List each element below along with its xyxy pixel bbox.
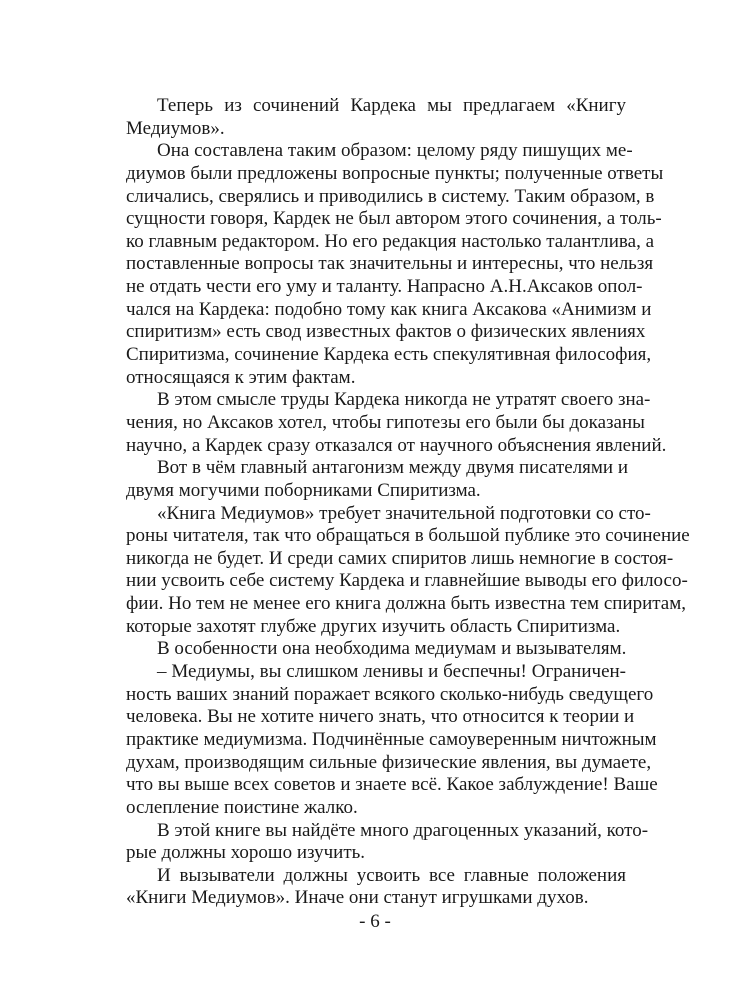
- text-line: фии. Но тем не менее его книга должна быть известна тем спиритам,: [126, 593, 687, 615]
- text-line: спиритизм» есть свод известных фактов о физических явлениях: [126, 321, 646, 343]
- text-line: Медиумов».: [126, 117, 225, 139]
- text-line: Она составлена таким образом: целому ряду пишущих ме-: [157, 140, 633, 162]
- text-line: научно, а Кардек сразу отказался от научного объяснения явлений.: [126, 434, 667, 456]
- text-line: В этой книге вы найдёте много драгоценных указаний, кото-: [157, 819, 649, 841]
- text-line: никогда не будет. И среди самих спиритов лишь немногие в состоя-: [126, 547, 674, 569]
- text-line: человека. Вы не хотите ничего знать, что относится к теории и: [126, 706, 635, 728]
- paragraph: [126, 661, 658, 819]
- text-line: роны читателя, так что обращаться в большой публике это сочинение: [126, 525, 690, 547]
- text-line: ослепление поистине жалко.: [126, 796, 358, 818]
- text-line: нии усвоить себе систему Кардека и главнейшие выводы его филосо-: [126, 570, 688, 592]
- page-number: - 6 -: [359, 911, 391, 932]
- text-line: Вот в чём главный антагонизм между двумя писателями и: [157, 457, 629, 479]
- text-line: не отдать чести его уму и таланту. Напрасно А.Н.Аксаков опол-: [126, 276, 643, 298]
- text-line: сличались, сверялись и приводились в систему. Таким образом, в: [126, 185, 655, 207]
- body-text: [126, 95, 690, 910]
- text-line: рые должны хорошо изучить.: [126, 842, 366, 864]
- text-line: двумя могучими поборниками Спиритизма.: [126, 479, 481, 501]
- text-line: ность ваших знаний поражает всякого сколько-нибудь сведущего: [126, 683, 654, 705]
- text-line: практике медиумизма. Подчинённые самоуверенным ничтожным: [126, 728, 657, 750]
- text-line: Спиритизма, сочинение Кардека есть спекулятивная философия,: [126, 344, 652, 366]
- text-line: «Книги Медиумов». Иначе они станут игрушками духов.: [126, 887, 589, 909]
- paragraph: [126, 457, 629, 502]
- paragraph: [126, 502, 690, 639]
- text-line: поставленные вопросы так значительны и интересны, что нельзя: [126, 253, 654, 275]
- text-line: «Книга Медиумов» требует значительной подготовки со сто-: [157, 502, 651, 524]
- text-line: В этом смысле труды Кардека никогда не утратят своего зна-: [157, 389, 651, 411]
- paragraph: [126, 140, 664, 389]
- paragraph: [126, 819, 649, 865]
- text-line: Теперь из сочинений Кардека мы предлагаем «Книгу: [157, 95, 626, 116]
- paragraph: [126, 389, 667, 457]
- paragraph: [126, 865, 626, 910]
- text-line: ко главным редактором. Но его редакция настолько талантлива, а: [126, 230, 655, 252]
- text-line: И вызыватели должны усвоить все главные положения: [157, 864, 626, 886]
- text-line: что вы выше всех советов и знаете всё. Какое заблуждение! Ваше: [126, 774, 658, 796]
- paragraph: [126, 638, 626, 661]
- text-line: В особенности она необходима медиумам и вызывателям.: [157, 638, 627, 660]
- text-line: – Медиумы, вы слишком ленивы и беспечны! Ограничен-: [157, 661, 626, 683]
- text-line: диумов были предложены вопросные пункты; полученные ответы: [126, 162, 664, 184]
- text-line: духам, производящим сильные физические явления, вы думаете,: [126, 751, 652, 773]
- paragraph: [126, 95, 626, 140]
- text-line: чения, но Аксаков хотел, чтобы гипотезы его были бы доказаны: [126, 411, 645, 433]
- text-line: чался на Кардека: подобно тому как книга Аксакова «Анимизм и: [126, 298, 652, 320]
- text-line: которые захотят глубже других изучить область Спиритизма.: [126, 615, 621, 637]
- text-line: относящаяся к этим фактам.: [126, 366, 356, 388]
- text-line: сущности говоря, Кардек не был автором этого сочинения, а толь-: [126, 208, 662, 230]
